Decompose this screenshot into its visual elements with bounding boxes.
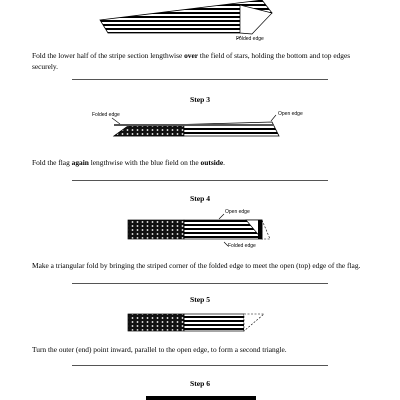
step5-instruction: Turn the outer (end) point inward, parallel to the open edge, to form a second triangle. <box>32 345 287 354</box>
folded-edge-label: Folded edge <box>92 112 120 118</box>
folded-edge-label: Folded edge <box>228 243 256 249</box>
step-6-title: Step 6 <box>189 379 211 388</box>
step-4-title: Step 4 <box>189 194 211 203</box>
step3-instruction: Fold the flag again lengthwise with the blue field on the outside. <box>32 158 225 167</box>
open-edge-label: Open edge <box>278 111 303 117</box>
step-3-title: Step 3 <box>189 95 211 104</box>
open-edge-label: Open edge <box>225 209 250 215</box>
step4-instruction: Make a triangular fold by bringing the striped corner of the folded edge to meet the open (top) edge of the flag. <box>32 261 361 270</box>
step2-instruction: Fold the lower half of the stripe section lengthwise over the field of stars, holding the bottom and top edges securely. <box>32 51 351 71</box>
folded-edge-label: Folded edge <box>236 36 264 42</box>
folded-flag-drawing <box>146 396 256 400</box>
step-5-title: Step 5 <box>189 295 211 304</box>
